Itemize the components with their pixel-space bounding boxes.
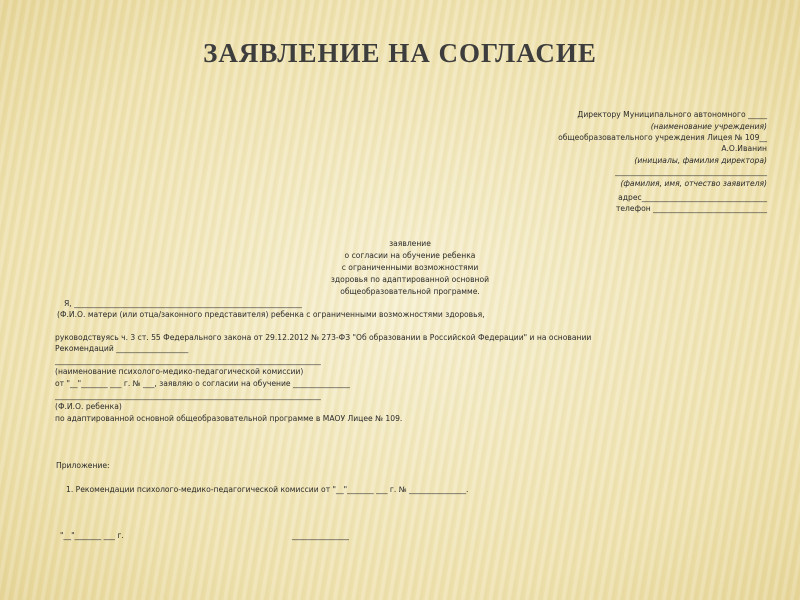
- body-line-applicant-name: Я, ____________________________________________________________: [64, 299, 302, 308]
- footer-signature: _______________: [292, 531, 349, 540]
- body-line-law-reference: руководствуясь ч. 3 ст. 55 Федерального закона от 29.12.2012 № 273-ФЗ "Об образовании в Российской Федерации" и на основании: [55, 333, 592, 342]
- header-line-director-caption: (инициалы, фамилия директора): [634, 156, 767, 165]
- footer-date: "__"_______ ___ г.: [60, 531, 124, 540]
- body-line-commission: ______________________________________________________________________: [55, 356, 321, 365]
- header-line-institution-caption: (наименование учреждения): [650, 122, 767, 131]
- body-line-recommendations: Рекомендаций ___________________: [55, 344, 189, 353]
- appendix-label: Приложение:: [56, 461, 110, 470]
- body-line-child-caption: (Ф.И.О. ребенка): [55, 402, 122, 411]
- header-line-applicant: ________________________________________: [615, 167, 767, 176]
- header-line-director: Директору Муниципального автономного _____: [577, 110, 767, 119]
- statement-heading: заявление: [389, 239, 431, 248]
- header-line-institution: общеобразовательного учреждения Лицея № 109__: [558, 133, 767, 142]
- body-line-program: по адаптированной основной общеобразовательной программе в МАОУ Лицее № 109.: [55, 414, 403, 423]
- appendix-item-1: 1. Рекомендации психолого-медико-педагогической комиссии от "__"_______ ___ г. № _______________.: [66, 485, 469, 494]
- header-line-applicant-caption: (фамилия, имя, отчество заявителя): [620, 179, 767, 188]
- header-line-director-name: А.О.Иванин: [721, 144, 767, 153]
- statement-subheading-1: о согласии на обучение ребенка: [344, 251, 476, 260]
- statement-subheading-4: общеобразовательной программе.: [340, 287, 480, 296]
- statement-subheading-3: здоровья по адаптированной основной: [330, 275, 490, 284]
- body-line-consent: от "__"_______ ___ г. № ___, заявляю о согласии на обучение _______________: [55, 379, 350, 388]
- body-line-applicant-caption: (Ф.И.О. матери (или отца/законного представителя) ребенка с ограниченными возможностями здоровья,: [57, 310, 485, 319]
- header-line-address: адрес_________________________________: [618, 193, 767, 202]
- body-line-commission-caption: (наименование психолого-медико-педагогической комиссии): [55, 367, 304, 376]
- header-line-phone: телефон ______________________________: [615, 204, 767, 213]
- body-line-child: ______________________________________________________________________: [55, 391, 321, 400]
- statement-subheading-2: с ограниченными возможностями: [341, 263, 479, 272]
- page-title: ЗАЯВЛЕНИЕ НА СОГЛАСИЕ: [203, 38, 597, 68]
